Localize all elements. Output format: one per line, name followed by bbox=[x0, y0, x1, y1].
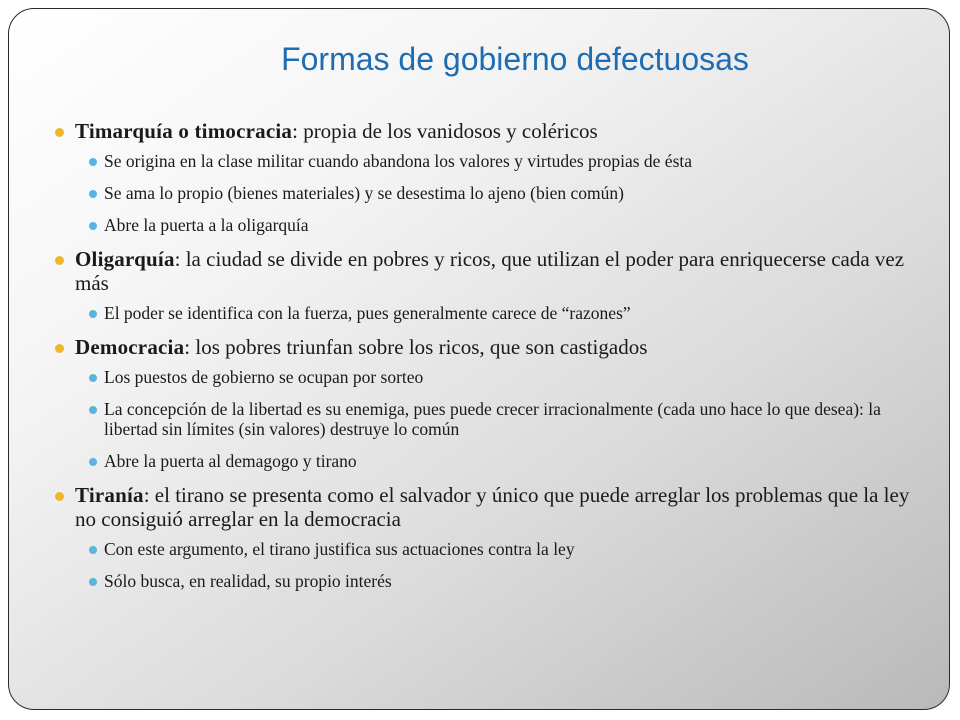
bullet-text: : la ciudad se divide en pobres y ricos, que utilizan el poder para enriquecerse cada vez más bbox=[75, 247, 905, 295]
sub-bullet-text: Se ama lo propio (bienes materiales) y se desestima lo ajeno (bien común) bbox=[104, 183, 624, 203]
bullet-item-democracia bbox=[55, 335, 915, 471]
slide-content bbox=[55, 119, 915, 603]
sub-bullet-dot-icon bbox=[89, 374, 97, 382]
sub-bullet-text: Abre la puerta al demagogo y tirano bbox=[104, 451, 357, 471]
sub-bullet-list bbox=[75, 303, 915, 323]
bullet-text: : propia de los vanidosos y coléricos bbox=[292, 119, 598, 143]
sub-bullet-item bbox=[75, 571, 915, 591]
slide-frame bbox=[8, 8, 950, 710]
sub-bullet-text: Abre la puerta a la oligarquía bbox=[104, 215, 309, 235]
sub-bullet-list bbox=[75, 151, 915, 235]
sub-bullet-dot-icon bbox=[89, 458, 97, 466]
sub-bullet-item bbox=[75, 183, 915, 203]
sub-bullet-item bbox=[75, 367, 915, 387]
bullet-dot-icon bbox=[55, 344, 64, 353]
bullet-term: Democracia bbox=[75, 335, 185, 359]
sub-bullet-item bbox=[75, 151, 915, 171]
sub-bullet-dot-icon bbox=[89, 310, 97, 318]
sub-bullet-item bbox=[75, 303, 915, 323]
sub-bullet-item bbox=[75, 215, 915, 235]
bullet-item-oligarquia bbox=[55, 247, 915, 323]
bullet-item-tirania bbox=[55, 483, 915, 591]
sub-bullet-text: Sólo busca, en realidad, su propio interés bbox=[104, 571, 392, 591]
sub-bullet-dot-icon bbox=[89, 406, 97, 414]
bullet-dot-icon bbox=[55, 492, 64, 501]
sub-bullet-item bbox=[75, 451, 915, 471]
bullet-dot-icon bbox=[55, 128, 64, 137]
bullet-text: : el tirano se presenta como el salvador y único que puede arreglar los problemas que la ley no consiguió arreglar en la democracia bbox=[75, 483, 910, 531]
sub-bullet-item bbox=[75, 399, 915, 439]
sub-bullet-dot-icon bbox=[89, 222, 97, 230]
sub-bullet-list bbox=[75, 539, 915, 591]
sub-bullet-text: La concepción de la libertad es su enemiga, pues puede crecer irracionalmente (cada uno hace lo que desea): la libertad sin límites (sin valores) destruye lo común bbox=[104, 399, 881, 439]
bullet-term: Timarquía o timocracia bbox=[75, 119, 293, 143]
bullet-text: : los pobres triunfan sobre los ricos, que son castigados bbox=[184, 335, 648, 359]
bullet-list bbox=[55, 119, 915, 591]
sub-bullet-text: Se origina en la clase militar cuando abandona los valores y virtudes propias de ésta bbox=[104, 151, 693, 171]
slide-title: Formas de gobierno defectuosas bbox=[281, 41, 749, 77]
sub-bullet-text: Con este argumento, el tirano justifica sus actuaciones contra la ley bbox=[104, 539, 575, 559]
bullet-term: Tiranía bbox=[75, 483, 144, 507]
sub-bullet-item bbox=[75, 539, 915, 559]
sub-bullet-dot-icon bbox=[89, 190, 97, 198]
sub-bullet-text: Los puestos de gobierno se ocupan por sorteo bbox=[104, 367, 424, 387]
bullet-item-timarquia bbox=[55, 119, 915, 235]
sub-bullet-text: El poder se identifica con la fuerza, pues generalmente carece de “razones” bbox=[104, 303, 631, 323]
sub-bullet-dot-icon bbox=[89, 578, 97, 586]
sub-bullet-dot-icon bbox=[89, 546, 97, 554]
sub-bullet-list bbox=[75, 367, 915, 471]
bullet-dot-icon bbox=[55, 256, 64, 265]
bullet-term: Oligarquía bbox=[75, 247, 175, 271]
sub-bullet-dot-icon bbox=[89, 158, 97, 166]
